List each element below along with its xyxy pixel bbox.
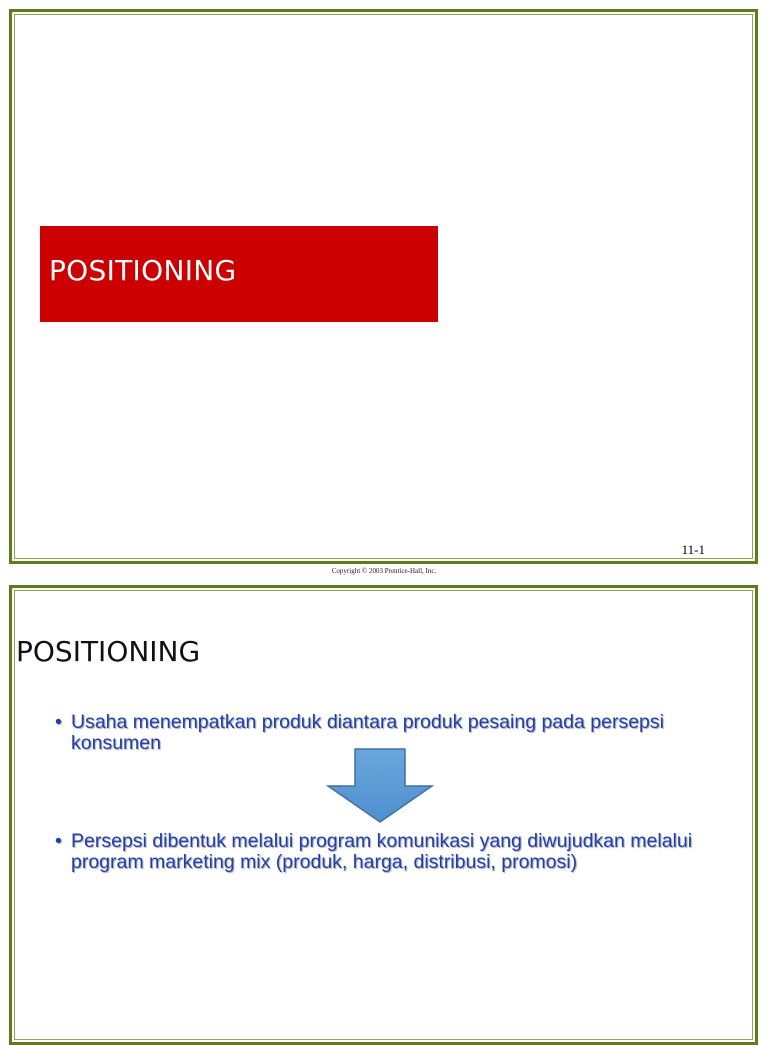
slide-1 xyxy=(9,9,758,564)
bullet-marker: • xyxy=(55,711,62,733)
slide-1-title: POSITIONING xyxy=(49,254,237,287)
copyright-notice: Copyright © 2003 Prentice-Hall, Inc. xyxy=(331,567,437,575)
down-arrow-icon xyxy=(326,748,434,824)
slide-2 xyxy=(9,585,758,1045)
bullet-item xyxy=(55,831,735,873)
bullet-text: Usaha menempatkan produk diantara produk pesaing pada persepsi konsumen xyxy=(71,711,664,754)
bullet-text: Persepsi dibentuk melalui program komunikasi yang diwujudkan melalui program marketing mix (produk, harga, distribusi, promosi) xyxy=(71,830,693,873)
slide-number: 11-1 xyxy=(681,542,705,557)
slide-2-title: POSITIONING xyxy=(16,635,201,668)
title-banner xyxy=(40,226,438,322)
bullet-marker: • xyxy=(55,830,62,852)
